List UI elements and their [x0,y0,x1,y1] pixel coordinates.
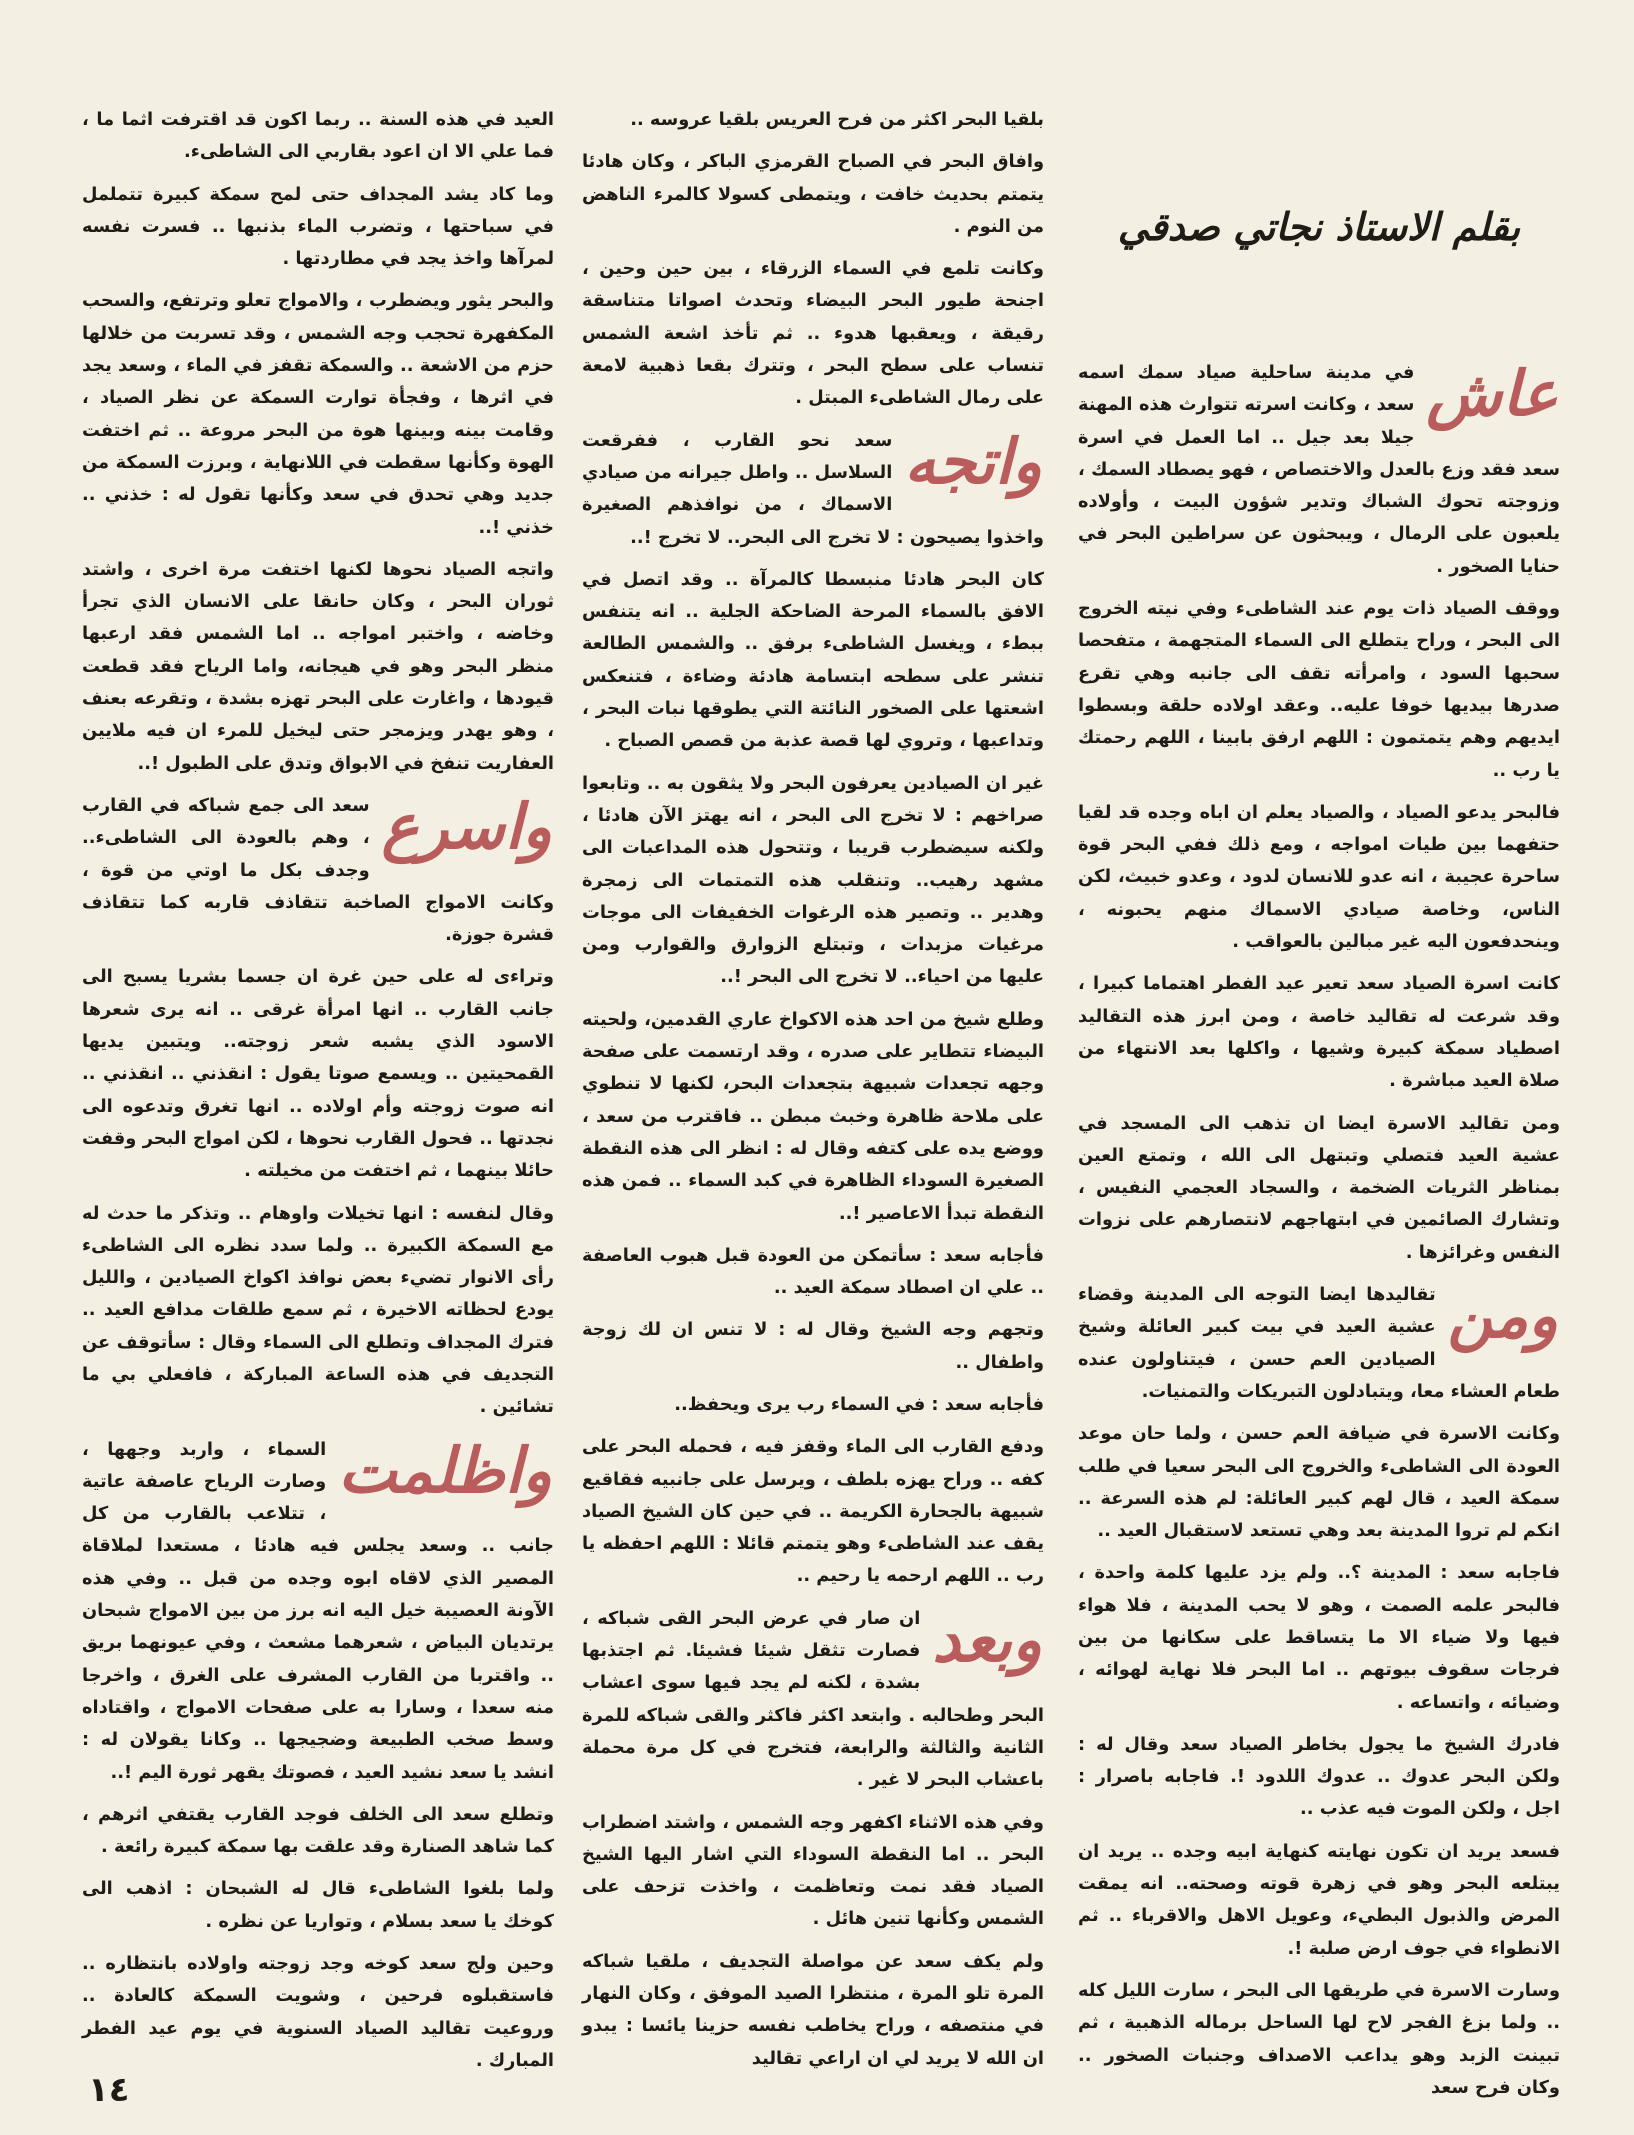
paragraph [1078,1279,1560,1408]
paragraph [582,768,1044,994]
column-middle [582,104,1044,2069]
paragraph [82,104,554,169]
paragraph-text: ان صار في عرض البحر القى شباكه ، فصارت تثقل شيئا فشيئا. ثم اجتذبها بشدة ، لكنه لم يجد فيها سوى اعشاب البحر وطحالبه . وابتعد اكثر فاكثر والقى شباكه للمرة الثانية والثالثة والرابعة، فتخرج في كل مرة محملة باعشاب البحر لا غير . [582,1607,1044,1791]
paragraph [82,554,554,780]
paragraph-text: وطلع شيخ من احد هذه الاكواخ عاري القدمين، ولحيته البيضاء تتطاير على صدره ، وقد ارتسمت على صفحة وجهه تجعدات شبيهة بتجعدات البحر، لكنها لا تنطوي على ملاحة ظاهرة وخبث مبطن .. فاقترب من سعد ، ووضع يده على كتفه وقال له : انظر الى هذه النقطة الصغيرة السوداء الظاهرة في كبد السماء .. فمن هذه النقطة تبدأ الاعاصير !.. [582,1008,1044,1224]
paragraph [582,1240,1044,1305]
column-middle-body [582,104,1044,2075]
paragraph-text: ومن تقاليد الاسرة ايضا ان تذهب الى المسجد في عشية العيد فتصلي وتبتهل الى الله ، وتمتع العين بمناظر الثريات الضخمة ، والسجاد العجمي النفيس ، وتشارك الصائمين في ابتهاجهم لانتصارهم على نزوات النفس وغرائزها . [1078,1112,1560,1263]
decorative-lead-word: واتجه [904,424,1042,498]
paragraph [1078,1418,1560,1547]
paragraph [582,104,1044,136]
paragraph-text: فالبحر يدعو الصياد ، والصياد يعلم ان اباه وجده قد لقيا حتفهما بين طيات امواجه ، ومع ذلك ففي البحر قوة ساحرة عجيبة ، انه عدو للانسان لدود ، وعدو خبيث، لكن الناس، وخاصة صيادي الاسماك منهم يحبونه ، وينحدفعون اليه غير مبالين بالعواقب . [1078,801,1560,953]
paragraph-text: وتطلع سعد الى الخلف فوجد القارب يقتفي اثرهم ، كما شاهد الصنارة وقد علقت بها سمكة كبيرة رائعة . [82,1803,554,1858]
column-right [1078,104,1560,2098]
paragraph-text: وسارت الاسرة في طريقها الى البحر ، سارت الليل كله .. ولما بزغ الفجر لاح لها الساحل برماله الذهبية ، ثم تبينت الزبد وهو يداعب الاصداف وجنبات الصخور .. وكان فرح سعد [1078,1979,1560,2098]
paragraph [1078,1729,1560,1826]
paragraph [82,790,554,951]
paragraph-text: وكانت الاسرة في ضيافة العم حسن ، ولما حان موعد العودة الى الشاطىء والخروج الى البحر سعيا في طلب سمكة العيد ، قال لهم كبير العائلة: لم هذه السرعة .. انكم لم تروا المدينة بعد وهي تستعد لاستقبال العيد .. [1078,1423,1560,1542]
paragraph-text: ودفع القارب الى الماء وقفز فيه ، فحمله البحر على كفه .. وراح يهزه بلطف ، ويرسل على جانبيه فقاقيع شبيهة بالجحارة الكريمة .. في حين كان الشيخ الصياد يقف عند الشاطىء وهو يتمتم قائلا : اللهم احفظه يا رب .. اللهم ارحمه يا رحيم .. [582,1436,1044,1587]
paragraph-text: سعد الى جمع شباكه في القارب ، وهم بالعودة الى الشاطىء.. وجدف بكل ما اوتي من قوة ، وكانت الامواج الصاخبة تتقاذف قاربه كما تتقاذف قشرة جوزة. [82,794,554,946]
paragraph-text: وما كاد يشد المجداف حتى لمح سمكة كبيرة تتململ في سباحتها ، وتضرب الماء بذنبها .. فسرت نفسه لمرآها واخذ يجد في مطاردتها . [82,183,554,270]
paragraph-text: والبحر يثور ويضطرب ، والامواج تعلو وترتفع، والسحب المكفهرة تحجب وجه الشمس ، وقد تسربت من خلالها حزم من الاشعة .. والسمكة تقفز في الماء ، وسعد يجد في اثرها ، وفجأة توارت السمكة عن نظر الصياد ، وقامت بينه وبينها هوة من البحر مروعة .. ثم اختفت الهوة وكأنها سقطت في اللانهاية ، وبرزت السمكة من جديد وهي تحدق في سعد وكأنها تقول له : خذني .. خذني !.. [82,290,554,538]
paragraph-text: العيد في هذه السنة .. ربما اكون قد اقترفت اثما ما ، فما علي الا ان اعود بقاربي الى الشاطىء. [82,109,554,163]
author-byline: بقلم الاستاذ نجاتي صدقي [1117,204,1521,249]
paragraph [82,961,554,1187]
paragraph [82,1799,554,1864]
paragraph [82,1873,554,1938]
paragraph-text: وحين ولج سعد كوخه وجد زوجته واولاده بانتظاره .. فاستقبلوه فرحين ، وشويت السمكة كالعادة .. وروعيت تقاليد الصياد السنوية في يوم عيد الفطر المبارك . [82,1953,554,2071]
paragraph-text: ولما بلغوا الشاطىء قال له الشبحان : اذهب الى كوخك يا سعد بسلام ، وتواريا عن نظره . [82,1878,554,1932]
paragraph-text: وتجهم وجه الشيخ وقال له : لا تنس ان لك زوجة واطفال .. [582,1319,1044,1373]
column-left-body [82,104,554,2077]
paragraph [582,564,1044,758]
paragraph [1078,797,1560,958]
paragraph [582,1431,1044,1592]
paragraph-text: في مدينة ساحلية صياد سمك اسمه سعد ، وكانت اسرته تتوارث هذه المهنة جيلا بعد جيل .. اما العمل في اسرة سعد فقد وزع بالعدل والاختصاص ، فهو يصطاد السمك ، وزوجته تحوك الشباك وتدير شؤون البيت ، وأولاده يلعبون على الرمال ، ويبحثون عن سراطين البحر في حنايا الصخور . [1078,362,1560,577]
paragraph-text: فادرك الشيخ ما يجول بخاطر الصياد سعد وقال له : ولكن البحر عدوك .. عدوك اللدود !. فاجابه باصرار : اجل ، ولكن الموت فيه عذب .. [1078,1733,1560,1820]
paragraph-text: فسعد يريد ان تكون نهايته كنهاية ابيه وجده .. يريد ان يبتلعه البحر وهو في زهرة قوته وصحته.. انه يمقت المرض والذبول البطيء، وعويل الاهل والاقرباء .. ثم الانطواء في جوف ارض صلبة !. [1078,1840,1560,1959]
paragraph [582,1946,1044,2075]
column-right-body [1078,357,1560,2104]
paragraph-text: وقال لنفسه : انها تخيلات واوهام .. وتذكر ما حدث له مع السمكة الكبيرة .. ولما سدد نظره الى الشاطىء رأى الانوار تضيء بعض نوافذ اكواخ الصيادين ، والليل يودع لحظاته الاخيرة ، ثم سمع طلقات مدافع العيد .. فترك المجداف وتطلع الى السماء وقال : سأتوقف عن التجديف في هذه الساعة المباركة ، فافعلي بي ما تشائين . [82,1202,554,1418]
paragraph-text: سعد نحو القارب ، ففرقعت السلاسل .. واطل جيرانه من صيادي الاسماك ، من نوافذهم الصغيرة واخذوا يصيحون : لا تخرج الى البحر.. لا تخرج !.. [582,429,1044,548]
decorative-lead-word: ومن [1447,1279,1558,1353]
paragraph [582,425,1044,554]
paragraph [1078,1557,1560,1718]
paragraph [582,1603,1044,1797]
paragraph [582,1004,1044,1230]
paragraph-text: فأجابه سعد : سأتمكن من العودة قبل هبوب العاصفة .. علي ان اصطاد سمكة العيد .. [582,1244,1044,1299]
paragraph [82,179,554,276]
paragraph [1078,593,1560,787]
decorative-lead-word: وبعد [932,1602,1042,1676]
paragraph [582,1389,1044,1421]
paragraph [1078,357,1560,583]
column-left [82,104,554,2071]
decorative-lead-word: واسرع [381,789,552,863]
paragraph-text: وافاق البحر في الصباح القرمزي الباكر ، وكان هادئا يتمتم بحديث خافت ، ويتمطى كسولا كالمرء الناهض من النوم . [582,151,1044,237]
paragraph [582,146,1044,243]
paragraph [582,253,1044,414]
paragraph [82,1198,554,1424]
paragraph-text: السماء ، واربد وجهها ، وصارت الرياح عاصفة عاتية ، تتلاعب بالقارب من كل جانب .. وسعد يجلس فيه هادئا ، مستعدا لملاقاة المصير الذي لاقاه ابوه وجده من قبل .. وفي هذه الآونة العصيبة خيل اليه انه برز من بين الامواج شبحان يرتديان البياض ، شعرهما مشعث ، وفي عيونهما بريق .. واقتربا من القارب المشرف على الغرق ، واخرجا منه سعدا ، وسارا به على صفحات الامواج ، واقتاداه وسط صخب الطبيعة وضجيجها .. وكانا يقولان له : انشد يا سعد نشيد العيد ، فصوتك يقهر ثورة اليم !.. [82,1438,554,1783]
paragraph [1078,1975,1560,2104]
paragraph-text: بلقيا البحر اكثر من فرح العريس بلقيا عروسه .. [630,109,1044,130]
paragraph-text: تقاليدها ايضا التوجه الى المدينة وقضاء عشية العيد في بيت كبير العائلة وشيخ الصيادين العم حسن ، فيتناولون عنده طعام العشاء معا، ويتبادلون التبريكات والتمنيات. [1078,1284,1560,1402]
paragraph-text: وفي هذه الاثناء اكفهر وجه الشمس ، واشتد اضطراب البحر .. اما النقطة السوداء التي اشار اليها الشيخ الصياد فقد نمت وتعاظمت ، واخذت تزحف على الشمس وكأنها تنين هائل . [582,1811,1044,1930]
paragraph [582,1314,1044,1379]
paragraph [82,1948,554,2077]
paragraph [1078,1108,1560,1269]
paragraph [82,1434,554,1789]
paragraph [82,285,554,543]
paragraph-text: كانت اسرة الصياد سعد تعير عيد الفطر اهتماما كبيرا ، وقد شرعت له تقاليد خاصة ، ومن ابرز هذه التقاليد اصطياد سمكة كبيرة وشيها ، واكلها بعد الانتهاء من صلاة العيد مباشرة . [1078,973,1560,1092]
paragraph-text: فأجابه سعد : في السماء رب يرى ويحفظ.. [674,1393,1044,1415]
decorative-lead-word: عاش [1426,357,1558,430]
paragraph-text: واتجه الصياد نحوها لكنها اختفت مرة اخرى ، واشتد ثوران البحر ، وكان حانقا على الانسان الذي تجرأ وخاضه ، واختبر امواجه .. اما الشمس فقد ارعبها منظر البحر وهو في هيجانه، واما الرياح فقد قطعت قيودها ، واغارت على البحر تهزه بشدة ، وتقرعه بعنف ، وهو يهدر ويزمجر حتى ليخيل للمرء ان فيه ملايين العفاريت تنفخ في الابواق وتدق على الطبول !.. [82,558,554,774]
paragraph-text: وكانت تلمع في السماء الزرقاء ، بين حين وحين ، اجنحة طيور البحر البيضاء وتحدث اصواتا متناسقة رقيقة ، ويعقبها هدوء .. ثم تأخذ اشعة الشمس تنساب على سطح البحر ، وتترك بقعا ذهبية لامعة على رمال الشاطىء المبتل . [582,258,1044,409]
paragraph-text: كان البحر هادئا منبسطا كالمرآة .. وقد اتصل في الافق بالسماء المرحة الضاحكة الجلية .. انه يتنفس ببطء ، ويغسل الشاطىء برفق .. والشمس الطالعة تنشر على سطحه ابتسامة هادئة وضاءة ، فتنعكس اشعتها على الصخور النائتة التي يطوقها نبات البحر ، وتداعبها ، وتروي لها قصة عذبة من قصص الصباح . [582,568,1044,752]
paragraph [582,1807,1044,1936]
page-number: ١٤ [88,2070,130,2110]
paragraph-text: غير ان الصيادين يعرفون البحر ولا يثقون به .. وتابعوا صراخهم : لا تخرج الى البحر ، انه يهتز الآن هادئا ، ولكنه سيضطرب قريبا ، وتتحول هذه المداعبات الى مشهد رهيب.. وتنقلب هذه التمتمات الى زمجرة وهدير .. وتصير هذه الرغوات الخفيفات الى موجات مرغيات مزبدات ، وتبتلع الزوارق والقوارب ومن عليها من احياء.. لا تخرج الى البحر !.. [582,772,1044,988]
paragraph-text: ووقف الصياد ذات يوم عند الشاطىء وفي نيته الخروج الى البحر ، وراح يتطلع الى السماء المتجهمة ، متفحصا سحبها السود ، وامرأته تقف الى جانبه وهي تقرع صدرها بيديها خوفا عليه.. وعقد اولاده حلقة وبسطوا ايديهم وهم يتمتمون : اللهم ارفق بابينا ، اللهم رحمتك يا رب .. [1078,598,1560,781]
paragraph-text: فاجابه سعد : المدينة ؟.. ولم يزد عليها كلمة واحدة ، فالبحر علمه الصمت ، وهو لا يحب المدينة ، فلا هواء فيها ولا ضياء الا ما يتساقط على سكانها من بين فرجات سقوف بيوتهم .. اما البحر فلا نهاية لهوائه ، وضيائه ، واتساعه . [1078,1562,1560,1713]
paragraph [1078,968,1560,1097]
decorative-lead-word: واظلمت [338,1433,552,1507]
paragraph-text: وتراءى له على حين غرة ان جسما بشريا يسبح الى جانب القارب .. انها امرأة غرقى .. انه يرى شعرها الاسود الذي يشبه شعر زوجته.. ويتبين يديها القمحيتين .. ويسمع صوتا يقول : انقذني .. انقذني .. انه صوت زوجته وأم اولاده .. انها تغرق وتدعوه الى نجدتها .. فحول القارب نحوها ، لكن امواج البحر وقفت حائلا بينهما ، ثم اختفت من مخيلته . [82,966,554,1182]
paragraph-text: ولم يكف سعد عن مواصلة التجديف ، ملقيا شباكه المرة تلو المرة ، منتظرا الصيد الموفق ، وكان النهار في منتصفه ، وراح يخاطب نفسه حزينا يائسا : يبدو ان الله لا يريد لي ان اراعي تقاليد [582,1950,1044,2069]
paragraph [1078,1836,1560,1965]
